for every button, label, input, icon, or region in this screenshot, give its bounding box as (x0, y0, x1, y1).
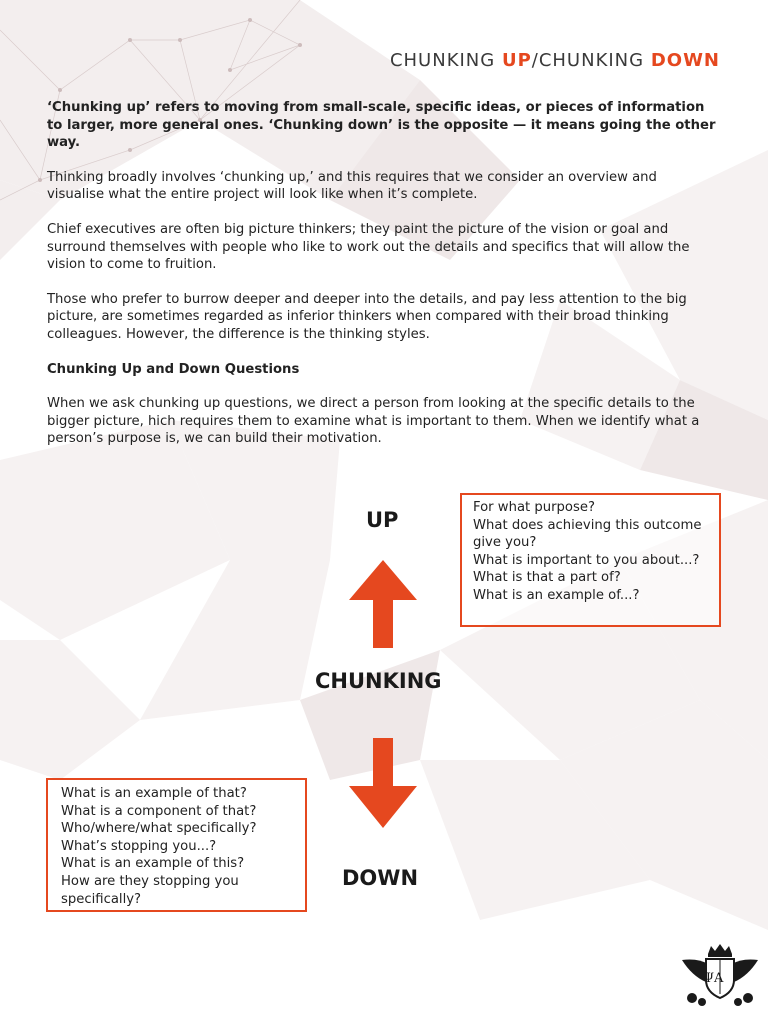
lead-paragraph: ‘Chunking up’ refers to moving from small-scale, specific ideas, or pieces of information to larger, more general ones. ‘Chunking down’ is the opposite — it means going the other way. (47, 100, 716, 151)
down-question: What’s stopping you...? (61, 838, 217, 854)
title-down: DOWN (650, 50, 720, 71)
section-heading: Chunking Up and Down Questions (47, 361, 300, 377)
up-question: For what purpose? (473, 500, 595, 515)
down-questions-box (46, 778, 307, 912)
down-question: How are they stopping you specifically? (61, 873, 239, 907)
up-question: What is important to you about...? (473, 552, 700, 568)
up-questions-box (460, 493, 721, 627)
paragraph-4: When we ask chunking up questions, we direct a person from looking at the specific details to the bigger picture, hich requires them to examine what is important to them. When we identify what a person’s purpose is, we can build their motivation. (47, 396, 700, 447)
body-text (47, 99, 717, 465)
title-separator: /CHUNKING (531, 50, 651, 71)
diagram-label-down: DOWN (342, 866, 419, 890)
down-question: What is an example of that? (61, 786, 247, 801)
title-up: UP (501, 50, 532, 71)
up-question: What is an example of...? (473, 587, 640, 603)
arrow-up-shape (349, 560, 417, 648)
page-title (390, 50, 720, 71)
down-question: Who/where/what specifically? (61, 821, 257, 837)
up-question: What is that a part of? (473, 570, 621, 586)
up-question: What does achieving this outcome give you? (473, 517, 702, 551)
paragraph-1: Thinking broadly involves ‘chunking up,’ and this requires that we consider an overview and visualise what the entire project will look like when it’s complete. (47, 169, 657, 203)
diagram-label-up: UP (366, 508, 399, 532)
logo-letters: ΨA (702, 971, 724, 986)
paragraph-2: Chief executives are often big picture thinkers; they paint the picture of the vision or goal and surround themselves with people who like to work out the details and specifics that will allow the vision to come to fruition. (47, 221, 690, 273)
diagram-label-chunking: CHUNKING (315, 669, 442, 693)
arrow-down-shape (349, 738, 417, 828)
down-question: What is a component of that? (61, 803, 257, 819)
crest-logo-icon (678, 942, 762, 1008)
arrow-down-icon (349, 738, 417, 828)
arrow-up-icon (349, 560, 417, 648)
down-question: What is an example of this? (61, 856, 245, 872)
title-part-1: CHUNKING (389, 50, 502, 71)
paragraph-3: Those who prefer to burrow deeper and deeper into the details, and pay less attention to the big picture, are sometimes regarded as inferior thinkers when compared with their broad thinking colleagues. However, the difference is the thinking styles. (47, 291, 687, 342)
